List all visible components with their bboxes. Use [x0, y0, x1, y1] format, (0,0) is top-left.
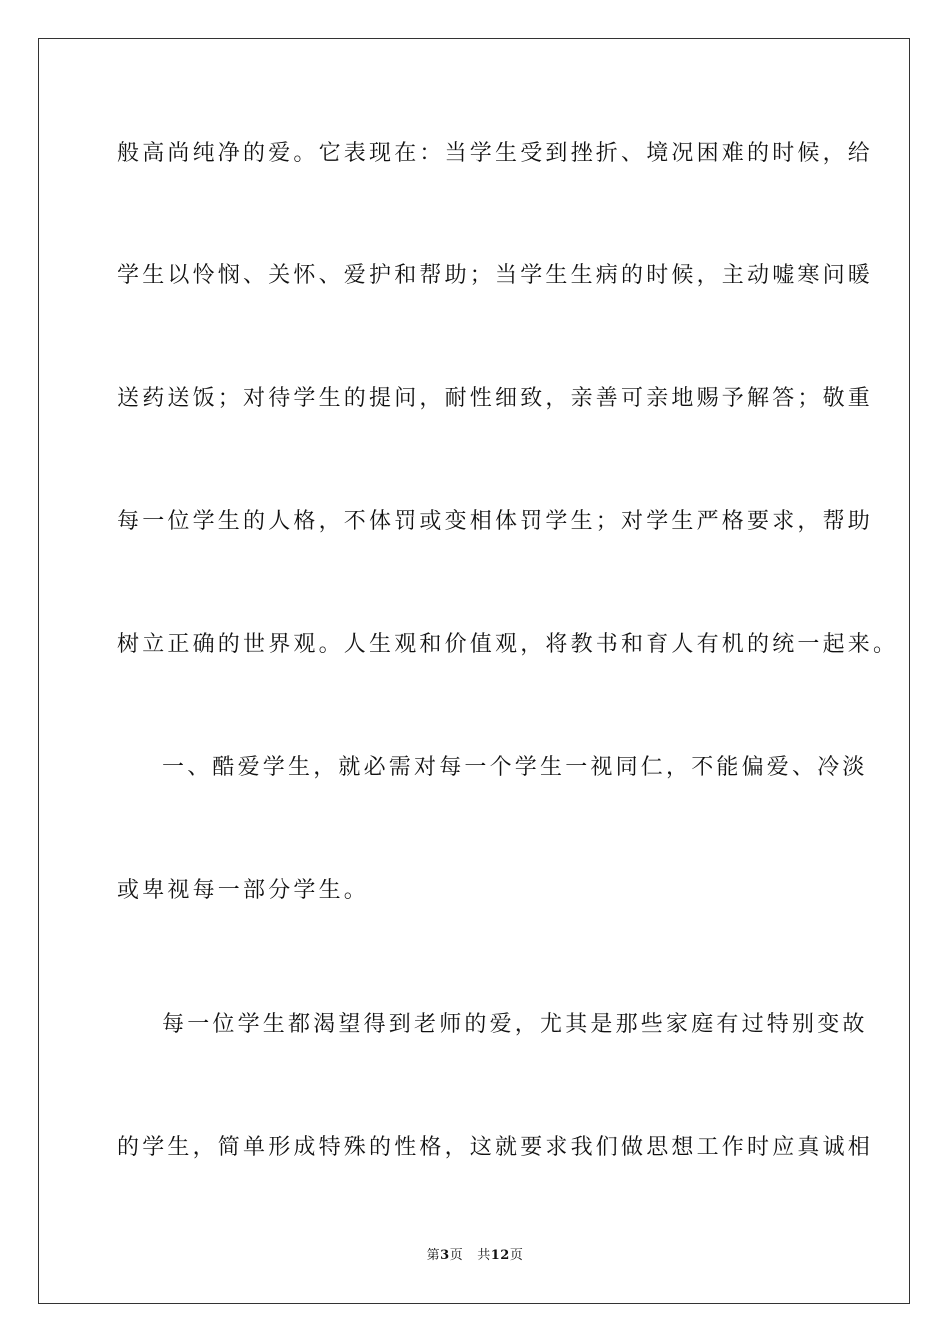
- paragraph-first-line: 每一位学生都渴望得到老师的爱，尤其是那些家庭有过特别变故: [162, 1012, 868, 1037]
- body-text-line: 送药送饭；对待学生的提问，耐性细致，亲善可亲地赐予解答；敬重: [117, 386, 874, 411]
- page-border: [38, 38, 910, 1304]
- page-number-label: 第3页: [426, 1248, 464, 1263]
- page-footer: [0, 1247, 950, 1265]
- body-text-line: 树立正确的世界观。人生观和价值观，将教书和育人有机的统一起来。: [117, 632, 899, 657]
- paragraph-first-line: 一、酷爱学生，就必需对每一个学生一视同仁，不能偏爱、冷淡: [162, 755, 868, 780]
- body-text-line: 或卑视每一部分学生。: [117, 878, 370, 903]
- body-text-line: 学生以怜悯、关怀、爱护和帮助；当学生生病的时候，主动嘘寒问暖: [117, 263, 874, 288]
- total-pages-label: 共12页: [477, 1248, 524, 1263]
- body-text-line: 每一位学生的人格，不体罚或变相体罚学生；对学生严格要求，帮助: [117, 509, 874, 534]
- body-text-line: 般高尚纯净的爱。它表现在：当学生受到挫折、境况困难的时候，给: [117, 141, 874, 166]
- body-text-line: 的学生，简单形成特殊的性格，这就要求我们做思想工作时应真诚相: [117, 1135, 874, 1160]
